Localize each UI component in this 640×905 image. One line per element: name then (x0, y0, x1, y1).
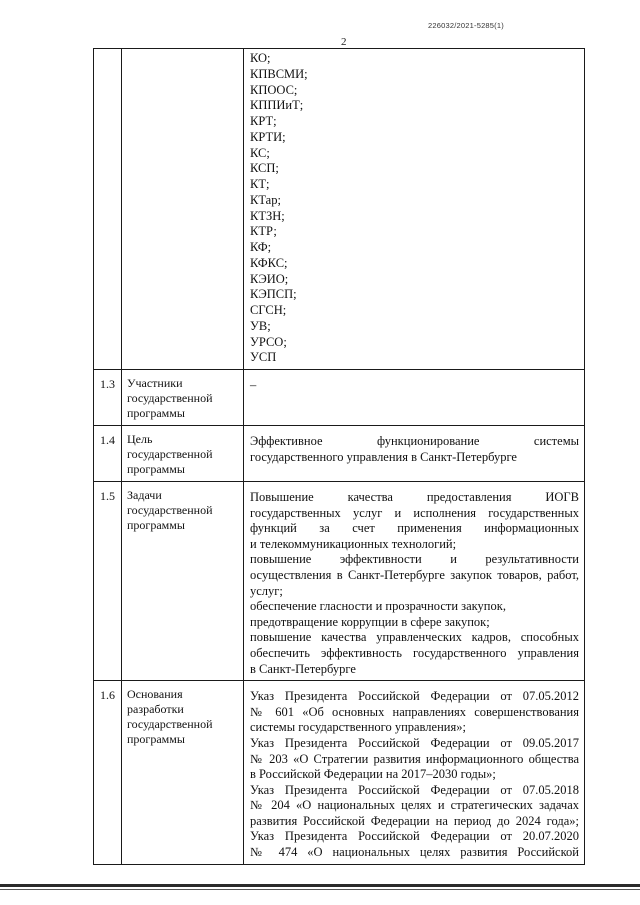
table-row (94, 482, 585, 681)
text-line: № 601 «Об основных направлениях совершенствования (250, 704, 579, 719)
text-line: услуг; (250, 583, 283, 598)
text-line: Повышение качества предоставления ИОГВ (250, 490, 579, 504)
row-label-line: государственной (127, 717, 213, 732)
row-number: 1.3 (94, 370, 122, 426)
table-row (94, 370, 585, 426)
row-number (94, 49, 122, 370)
list-item: УВ; (250, 318, 271, 333)
participants-value: – (244, 370, 585, 426)
row-label-line: государственной (127, 391, 213, 405)
list-item: КТЗН; (250, 208, 285, 223)
text-line: Эффективное функционирование системы (250, 434, 579, 448)
table-row (94, 426, 585, 482)
list-item: КРТ; (250, 114, 277, 128)
text-line: Указ Президента Российской Федерации от 09.05.2017 (250, 735, 579, 750)
row-label (122, 426, 244, 482)
text-line: № 474 «О национальных целях развития Российской (250, 845, 579, 860)
row-label-line: Участники (127, 376, 183, 390)
row-label (122, 49, 244, 370)
program-passport-table (93, 48, 585, 865)
row-label (122, 370, 244, 426)
text-line: Указ Президента Российской Федерации от 07.05.2018 (250, 782, 579, 797)
row-label-line: программы (127, 462, 185, 476)
list-item: КПООС; (250, 82, 298, 97)
list-item: КПВСМИ; (250, 66, 308, 81)
row-number: 1.5 (94, 482, 122, 681)
scan-edge-line (0, 889, 640, 890)
list-item: КППИиТ; (250, 98, 304, 113)
row-label-line: государственной (127, 447, 213, 461)
row-number: 1.6 (94, 681, 122, 865)
row-number: 1.4 (94, 426, 122, 482)
list-item: КЭПСП; (250, 287, 297, 302)
list-item: КРТИ; (250, 129, 286, 144)
text-line: обеспечить эффективность государственного управления (250, 645, 579, 660)
list-item: КСП; (250, 161, 279, 176)
text-line: осуществления в Санкт-Петербурге закупок товаров, работ, (250, 567, 579, 582)
text-line: государственного управления в Санкт-Петербурге (250, 449, 517, 464)
text-line: обеспечение гласности и прозрачности закупок, (250, 599, 506, 614)
scan-edge-line (0, 884, 640, 887)
row-label-line: государственной (127, 503, 213, 517)
list-item: КТР; (250, 224, 277, 239)
text-line: Указ Президента Российской Федерации от 20.07.2020 (250, 829, 579, 844)
tasks-text (244, 482, 585, 681)
text-line: функций за счет применения информационных (250, 521, 579, 536)
table-row (94, 681, 585, 865)
text-line: № 203 «О Стратегии развития информационного общества (250, 751, 579, 766)
table-row (94, 49, 585, 370)
text-line: развития Российской Федерации на период до 2024 года»; (250, 813, 579, 828)
text-line: и телекоммуникационных технологий; (250, 536, 457, 551)
row-label-line: программы (127, 518, 185, 532)
text-line: Указ Президента Российской Федерации от 07.05.2012 (250, 689, 579, 704)
list-item: КФКС; (250, 255, 288, 270)
text-line: системы государственного управления»; (250, 720, 466, 735)
list-item: КО; (250, 51, 271, 65)
text-line: государственных услуг и исполнения государственных (250, 505, 579, 520)
list-item: СГСН; (250, 303, 287, 317)
list-item: УСП (250, 350, 277, 365)
list-item: КЭИО; (250, 271, 289, 286)
text-line: повышение качества управленческих кадров, способных (250, 630, 579, 645)
goal-text (244, 426, 585, 482)
row-label-line: разработки (127, 702, 184, 717)
text-line: в Российской Федерации на 2017–2030 годы»; (250, 767, 496, 782)
list-item: КФ; (250, 240, 272, 254)
list-item: КС; (250, 145, 270, 160)
document-code: 226032/2021-5285(1) (428, 21, 504, 30)
executors-list (244, 49, 585, 370)
text-line: в Санкт-Петербурге (250, 661, 356, 676)
text-line: № 204 «О национальных целях и стратегических задачах (250, 798, 579, 813)
row-label (122, 482, 244, 681)
text-line: предотвращение коррупции в сфере закупок; (250, 614, 490, 629)
list-item: УРСО; (250, 334, 287, 349)
text-line: повышение эффективности и результативности (250, 552, 579, 567)
grounds-text (244, 681, 585, 865)
row-label-line: программы (127, 732, 185, 747)
row-label-line: программы (127, 406, 185, 420)
list-item: КТар; (250, 192, 281, 207)
list-item: КТ; (250, 177, 270, 191)
page-number: 2 (341, 36, 347, 48)
row-label-line: Основания (127, 687, 183, 702)
row-label (122, 681, 244, 865)
row-label-line: Задачи (127, 488, 162, 502)
row-label-line: Цель (127, 432, 153, 446)
